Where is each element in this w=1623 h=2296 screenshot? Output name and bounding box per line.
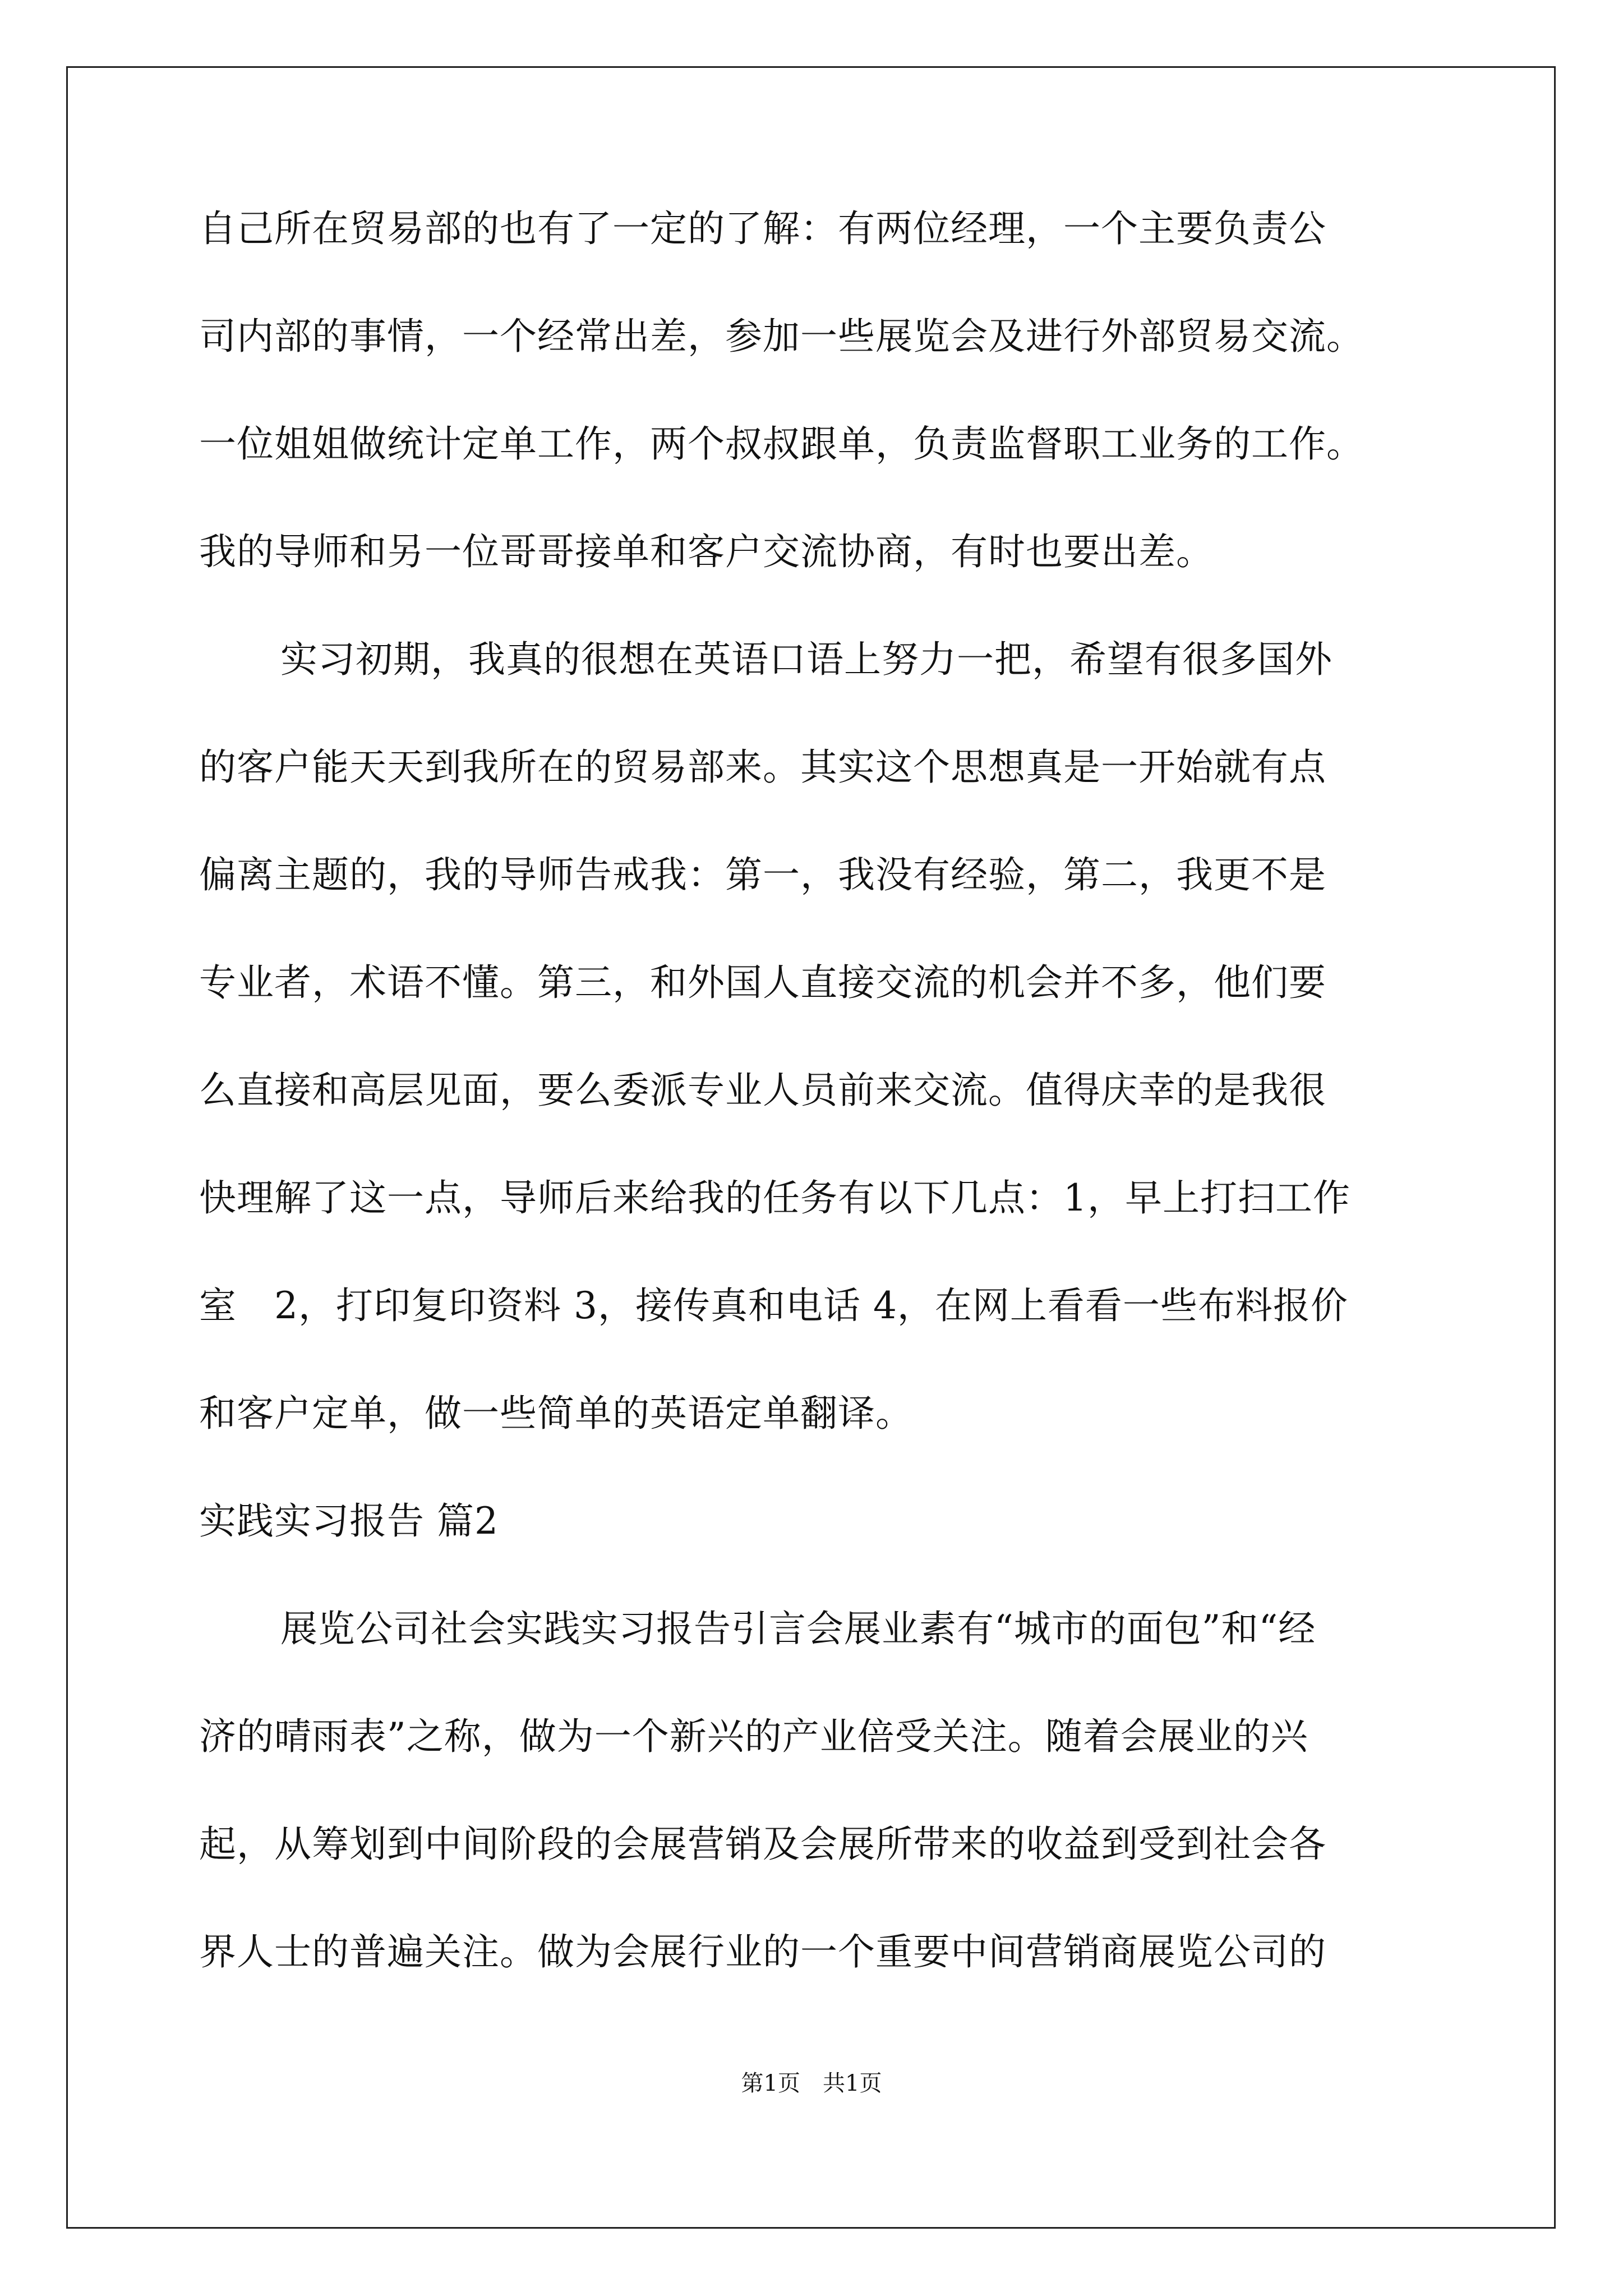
- paragraph-1: [199, 207, 1422, 573]
- text-line: 自己所在贸易部的也有了一定的了解：有两位经理，一个主要负责公: [199, 207, 1326, 250]
- text-line: 我的导师和另一位哥哥接单和客户交流协商，有时也要出差。: [199, 530, 1214, 573]
- paragraph-2: [199, 638, 1422, 1435]
- text-line: 和客户定单，做一些简单的英语定单翻译。: [199, 1392, 913, 1435]
- text-line: 专业者，术语不懂。第三，和外国人直接交流的机会并不多，他们要: [199, 961, 1326, 1004]
- text-line: 的客户能天天到我所在的贸易部来。其实这个思想真是一开始就有点: [199, 746, 1326, 789]
- text-line: 界人士的普遍关注。做为会展行业的一个重要中间营销商展览公司的: [199, 1930, 1326, 1973]
- text-line: 起，从筹划到中间阶段的会展营销及会展所带来的收益到受到社会各: [199, 1823, 1326, 1866]
- text-line: 偏离主题的，我的导师告戒我：第一，我没有经验，第二，我更不是: [199, 853, 1326, 896]
- page-number-footer: 第1页 共1页: [741, 2070, 882, 2096]
- text-line: 司内部的事情，一个经常出差，参加一些展览会及进行外部贸易交流。: [199, 315, 1364, 358]
- paragraph-3: [199, 1607, 1422, 1973]
- section-heading: 实践实习报告 篇2: [199, 1499, 499, 1543]
- text-line: 快理解了这一点，导师后来给我的任务有以下几点：1，早上打扫工作: [199, 1176, 1350, 1220]
- document-body: [199, 207, 1422, 2041]
- text-line: 室 2，打印复印资料 3，接传真和电话 4，在网上看看一些布料报价: [199, 1284, 1348, 1327]
- text-line: 展览公司社会实践实习报告引言会展业素有“城市的面包”和“经: [280, 1607, 1316, 1650]
- text-line: 一位姐姐做统计定单工作，两个叔叔跟单，负责监督职工业务的工作。: [199, 422, 1364, 466]
- text-line: 么直接和高层见面，要么委派专业人员前来交流。值得庆幸的是我很: [199, 1069, 1326, 1112]
- text-line: 实习初期，我真的很想在英语口语上努力一把，希望有很多国外: [280, 638, 1332, 681]
- text-line: 济的晴雨表”之称，做为一个新兴的产业倍受关注。随着会展业的兴: [199, 1715, 1308, 1758]
